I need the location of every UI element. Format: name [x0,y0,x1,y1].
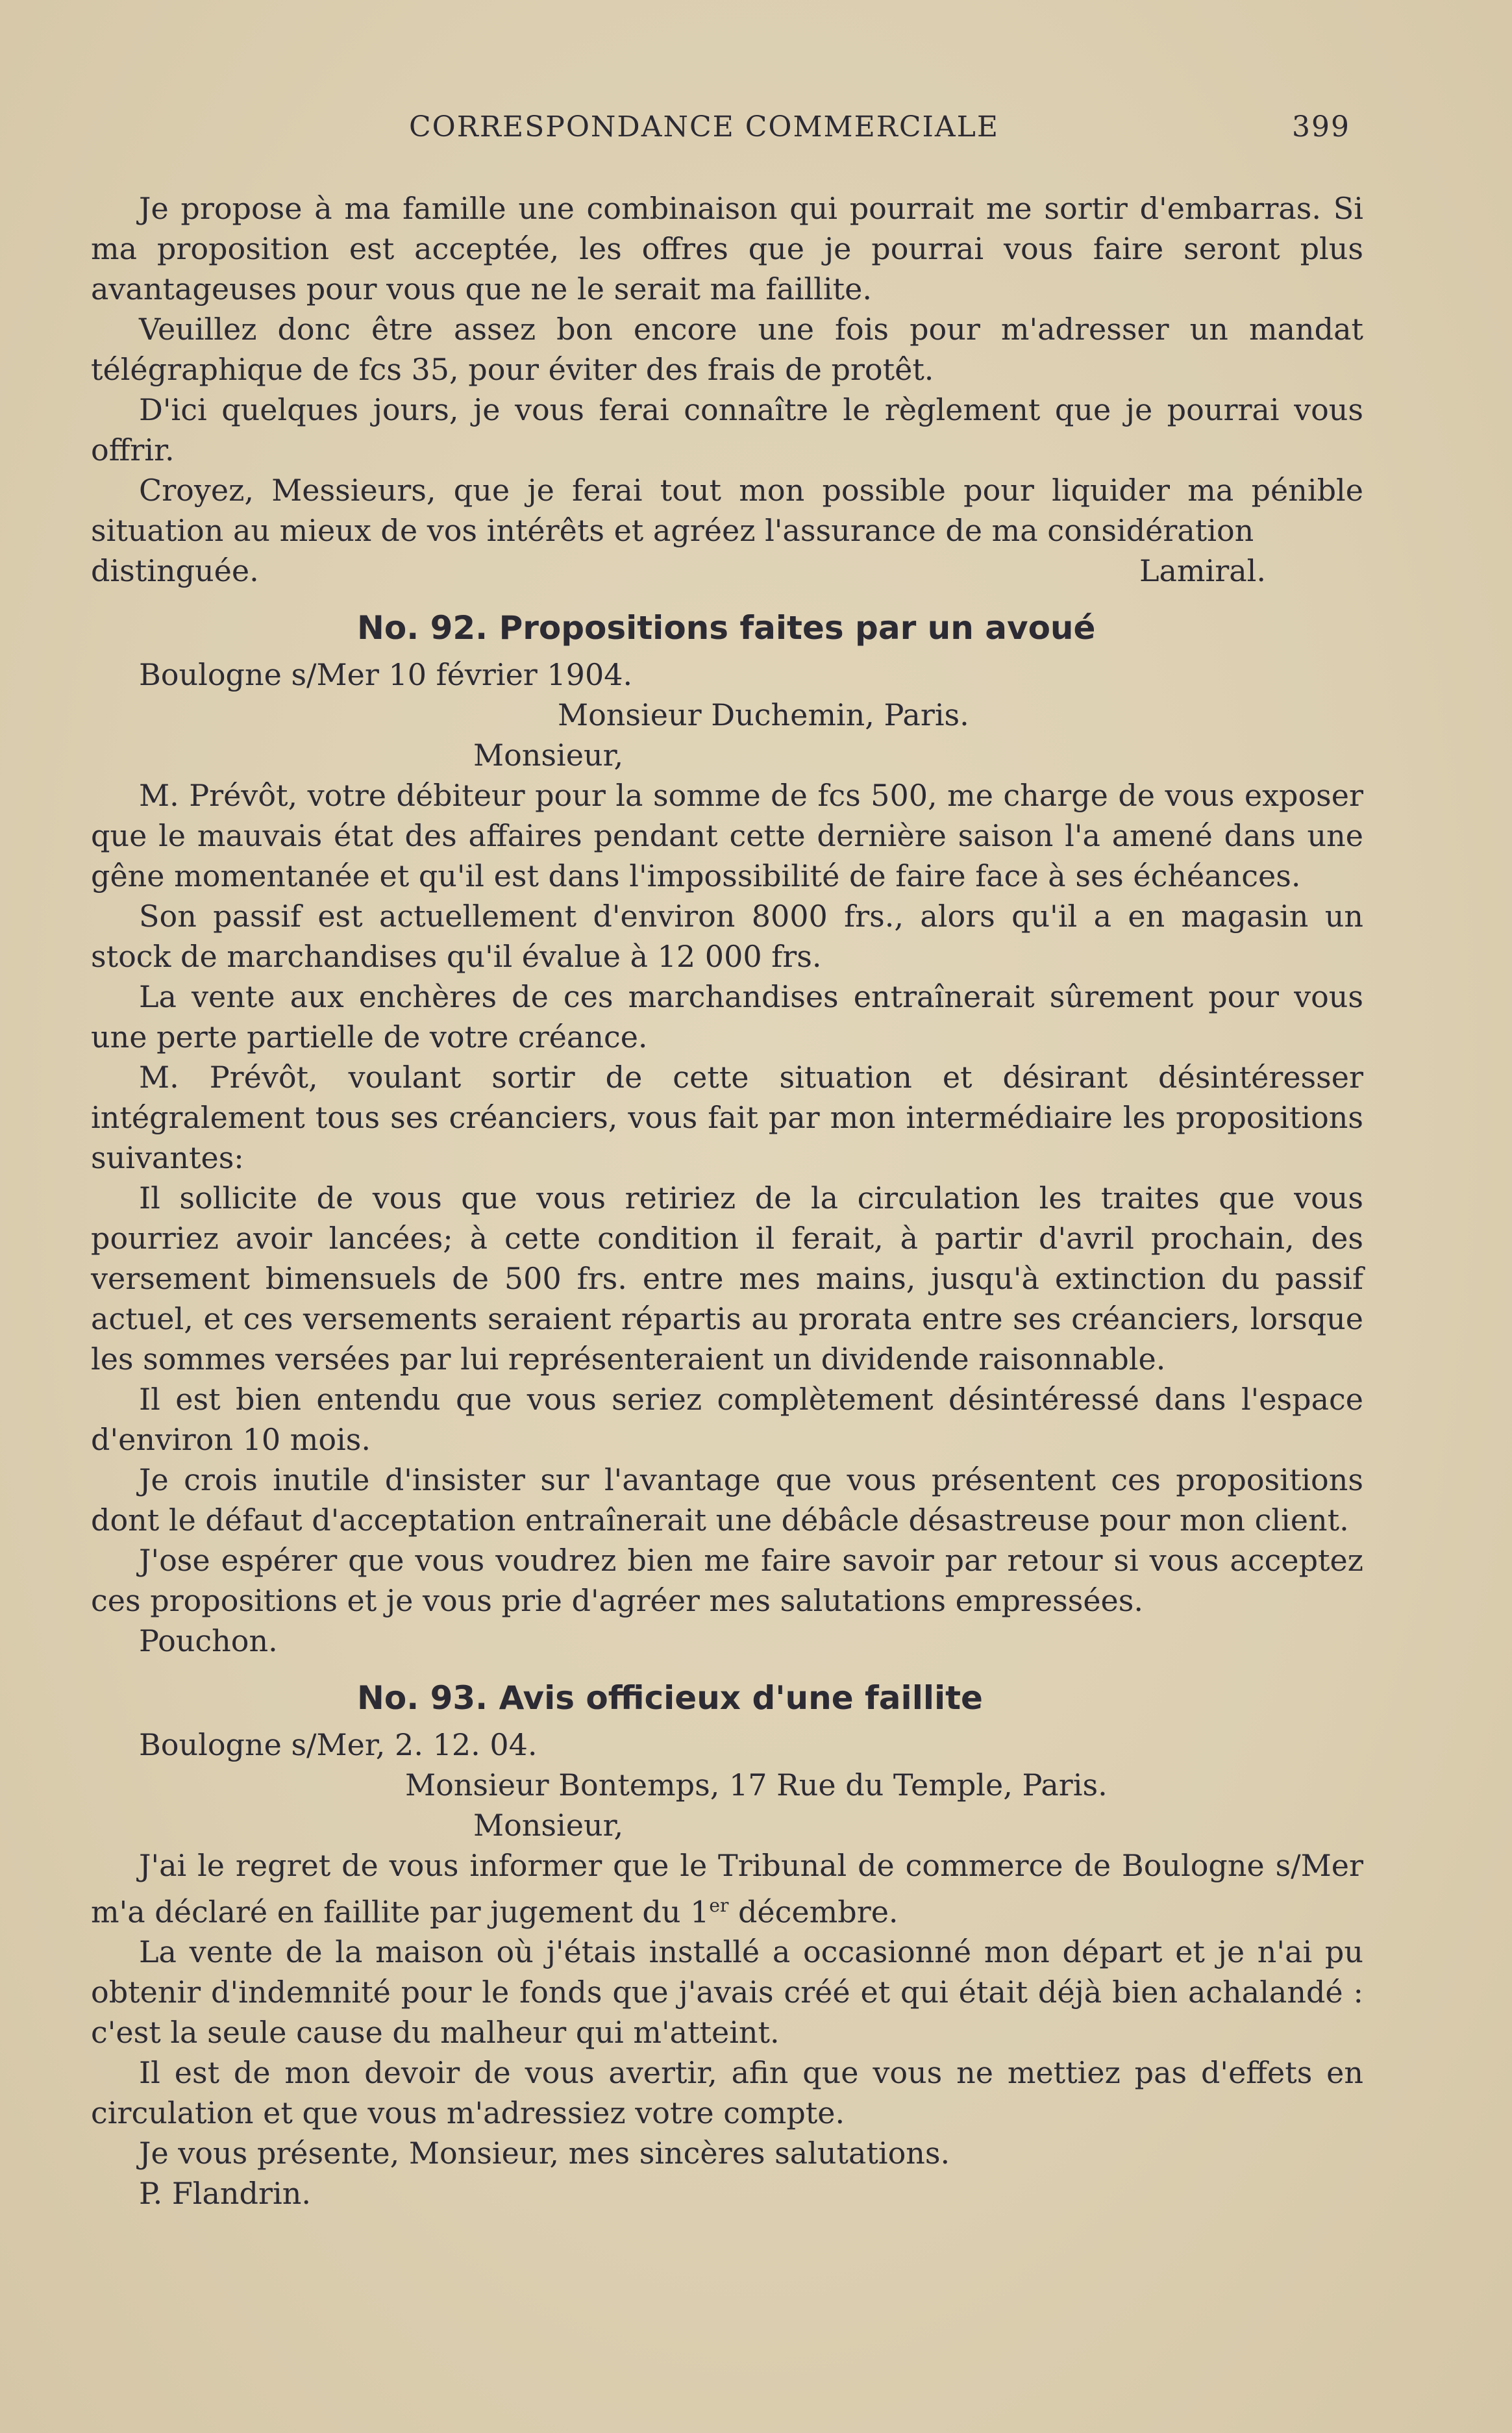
closing-line [91,551,1363,591]
running-title: CORRESPONDANCE COMMERCIALE [409,110,1000,143]
paragraph: Je crois inutile d'insister sur l'avantage que vous présentent ces propositions dont le défaut d'acceptation entraînerait une débâcle désastreuse pour mon client. [91,1462,1363,1538]
paragraph: M. Prévôt, votre débiteur pour la somme de fcs 500, me charge de vous exposer que le mauvais état des affaires pendant cette dernière saison l'a amené dans une gêne momentanée et qu'il est dans l'impossibilité de faire face à ses échéances. [91,778,1363,893]
recipient: Monsieur Duchemin, Paris. [558,697,969,732]
page-body [91,188,1363,2214]
paragraph: Son passif est actuellement d'environ 8000 frs., alors qu'il a en magasin un stock de marchandises qu'il évalue à 12 000 frs. [91,899,1363,974]
paragraph: J'ose espérer que vous voudrez bien me faire savoir par retour si vous acceptez ces propositions et je vous prie d'agréer mes salutations empressées. [91,1543,1363,1618]
section-heading: No. 92. Propositions faites par un avoué [357,609,1096,647]
salutation: Monsieur, [473,1808,624,1843]
recipient: Monsieur Bontemps, 17 Rue du Temple, Paris. [405,1767,1108,1803]
closing-word: distinguée. [91,553,259,588]
paragraph: La vente de la maison où j'étais installé a occasionné mon départ et je n'ai pu obtenir d'indemnité pour le fonds que j'avais créé et qui était déjà bien achalandé : c'est la seule cause du malheur qui m'atteint. [91,1934,1363,2051]
signature: P. Flandrin. [139,2176,311,2212]
paragraph-text: décembre. [728,1894,899,1930]
paragraph: D'ici quelques jours, je vous ferai connaître le règlement que je pourrai vous offrir. [91,392,1363,468]
page-number: 399 [1292,110,1350,143]
letter-93 [91,1671,1363,2214]
letter-continuation [91,188,1363,591]
signature: Lamiral. [1139,553,1266,588]
paragraph: Je propose à ma famille une combinaison qui pourrait me sortir d'embarras. Si ma proposition est acceptée, les offres que je pourrai vous faire seront plus avantageuses pour vous que ne le serait ma faillite. [91,191,1363,306]
dateline: Boulogne s/Mer 10 février 1904. [139,657,633,692]
paragraph: Je vous présente, Monsieur, mes sincères salutations. [139,2136,950,2171]
paragraph: Veuillez donc être assez bon encore une fois pour m'adresser un mandat télégraphique de fcs 35, pour éviter des frais de protêt. [91,312,1363,387]
paragraph: Il sollicite de vous que vous retiriez de la circulation les traites que vous pourriez avoir lancées; à cette condition il ferait, à partir d'avril prochain, des versement bimensuels de 500 frs. entre mes mains, jusqu'à extinction du passif actuel, et ces versements seraient répartis au prorata entre ses créanciers, lorsque les sommes versées par lui représenteraient un dividende raisonnable. [91,1180,1363,1377]
salutation: Monsieur, [473,738,624,773]
signature: Pouchon. [139,1623,278,1658]
paragraph [91,1845,1363,1932]
paragraph: Il est bien entendu que vous seriez complètement désintéressé dans l'espace d'environ 10 mois. [91,1382,1363,1457]
dateline: Boulogne s/Mer, 2. 12. 04. [139,1727,538,1762]
paragraph: Croyez, Messieurs, que je ferai tout mon possible pour liquider ma pénible situation au mieux de vos intérêts et agréez l'assurance de ma considération [91,473,1363,548]
running-header [91,110,1350,149]
paragraph: M. Prévôt, voulant sortir de cette situation et désirant désintéresser intégralement tous ses créanciers, vous fait par mon intermédiaire les propositions suivantes: [91,1060,1363,1175]
ordinal-superscript: er [709,1895,729,1916]
letter-92 [91,601,1363,1661]
section-heading: No. 93. Avis officieux d'une faillite [357,1679,983,1717]
paragraph-text: J'ai le regret de vous informer que le Tribunal de commerce de Boulogne s/Mer m'a déclaré en faillite par jugement du 1 [91,1848,1363,1930]
paragraph: Il est de mon devoir de vous avertir, afin que vous ne mettiez pas d'effets en circulation et que vous m'adressiez votre compte. [91,2055,1363,2131]
paragraph: La vente aux enchères de ces marchandises entraînerait sûrement pour vous une perte partielle de votre créance. [91,979,1363,1054]
